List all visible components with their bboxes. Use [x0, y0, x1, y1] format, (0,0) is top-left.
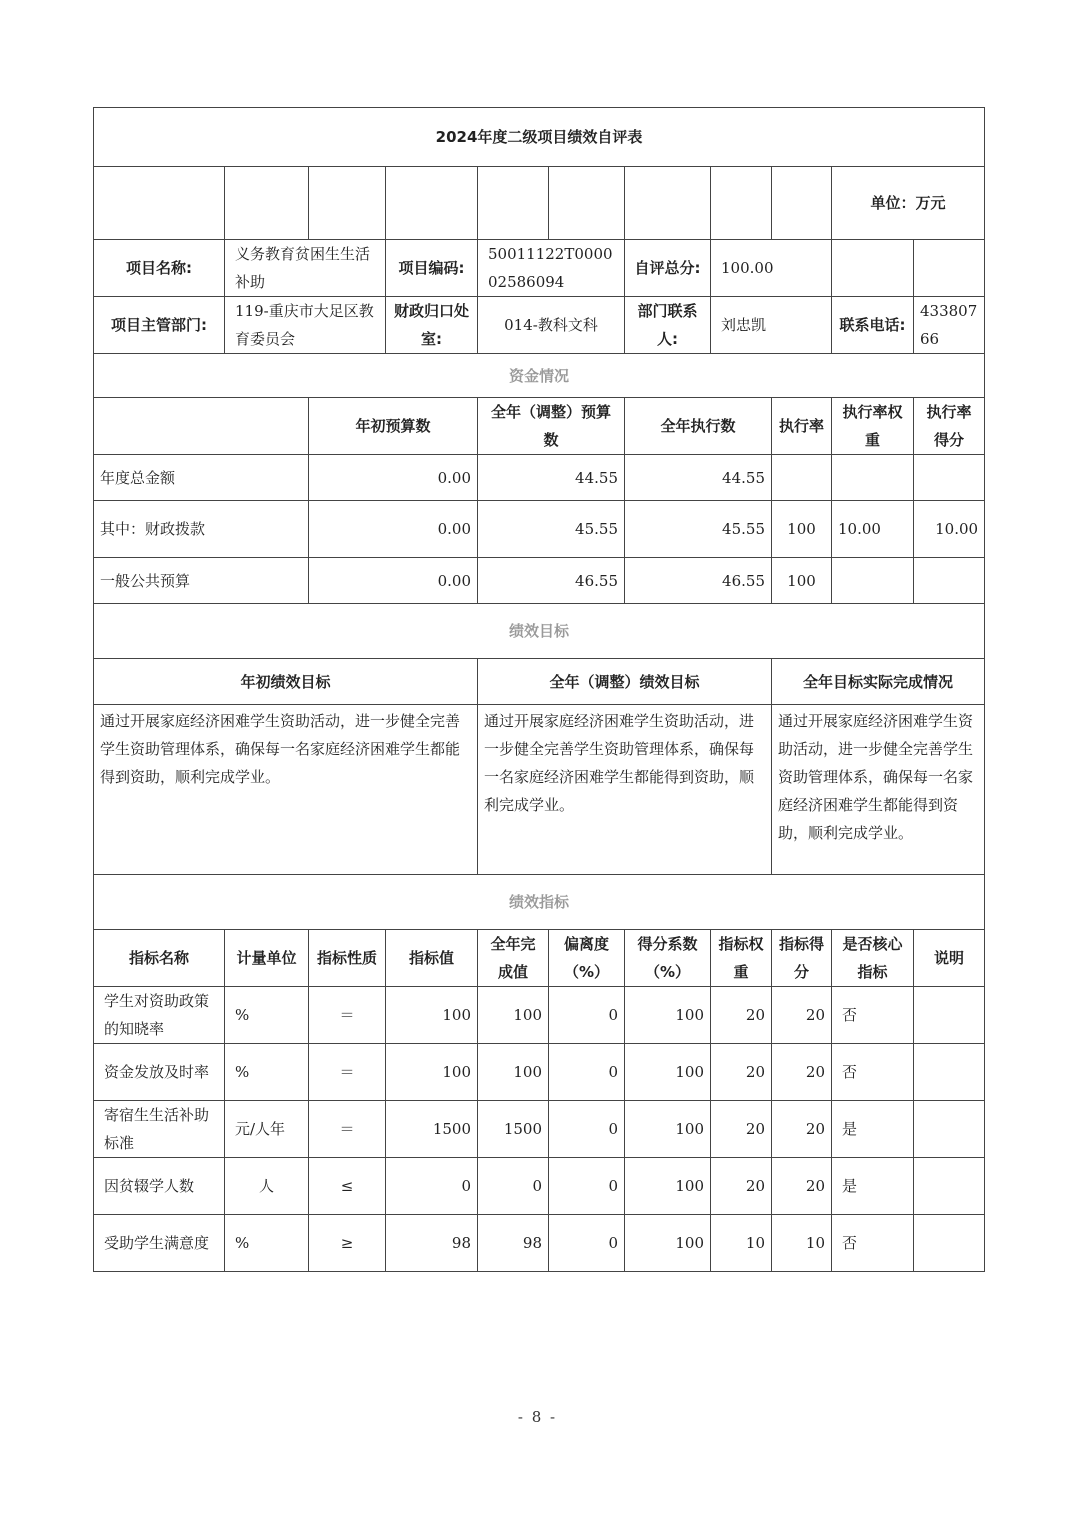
funds-header: 执行率得分: [914, 398, 985, 455]
indicator-weight: 20: [711, 987, 772, 1044]
funds-row: [94, 455, 985, 501]
goal-adjusted-text: 通过开展家庭经济困难学生资助活动，进一步健全完善学生资助管理体系，确保每一名家庭经济困难学生都能得到资助，顺利完成学业。: [478, 705, 772, 875]
funds-header: 全年（调整）预算数: [478, 398, 625, 455]
funds-rate: 100: [772, 501, 832, 558]
goals-header-actual: 全年目标实际完成情况: [772, 659, 985, 705]
indicator-note: [914, 987, 985, 1044]
indicator-deviation: 0: [549, 987, 625, 1044]
indicator-nature: ＝: [309, 987, 386, 1044]
page-number: - 8 -: [517, 1408, 558, 1426]
indicator-deviation: 0: [549, 1044, 625, 1101]
indicator-weight: 10: [711, 1215, 772, 1272]
indicator-nature: ≤: [309, 1158, 386, 1215]
score-value: 100.00: [711, 240, 832, 297]
indicator-score: 20: [772, 1101, 832, 1158]
indicator-header: 指标值: [386, 930, 478, 987]
funds-header: 执行率: [772, 398, 832, 455]
indicator-core: 否: [832, 1215, 914, 1272]
funds-weight: [832, 558, 914, 604]
funds-adjusted: 46.55: [478, 558, 625, 604]
funds-section-title: 资金情况: [94, 354, 985, 398]
table-row: [94, 1044, 985, 1101]
indicator-header: 指标性质: [309, 930, 386, 987]
table-row: [94, 987, 985, 1044]
funds-executed: 44.55: [625, 455, 772, 501]
funds-weight: [832, 455, 914, 501]
funds-header: 全年执行数: [625, 398, 772, 455]
indicator-core: 否: [832, 1044, 914, 1101]
phone-value: 43380766: [914, 297, 985, 354]
indicator-coef: 100: [625, 1215, 711, 1272]
indicator-actual: 0: [478, 1158, 549, 1215]
project-code-label: 项目编码:: [386, 240, 478, 297]
indicators-header-row: [94, 930, 985, 987]
indicator-core: 是: [832, 1158, 914, 1215]
indicator-core: 否: [832, 987, 914, 1044]
project-code-value: 50011122T000002586094: [478, 240, 625, 297]
finance-label: 财政归口处室:: [386, 297, 478, 354]
indicator-deviation: 0: [549, 1215, 625, 1272]
indicator-target: 100: [386, 1044, 478, 1101]
indicator-unit: 人: [225, 1158, 309, 1215]
indicator-coef: 100: [625, 1101, 711, 1158]
indicator-score: 10: [772, 1215, 832, 1272]
contact-label: 部门联系人:: [625, 297, 711, 354]
table-title: 2024年度二级项目绩效自评表: [94, 108, 985, 167]
indicator-nature: ≥: [309, 1215, 386, 1272]
funds-executed: 46.55: [625, 558, 772, 604]
funds-row-name: 其中：财政拨款: [94, 501, 309, 558]
goal-initial-text: 通过开展家庭经济困难学生资助活动，进一步健全完善学生资助管理体系，确保每一名家庭经济困难学生都能得到资助，顺利完成学业。: [94, 705, 478, 875]
funds-row-name: 一般公共预算: [94, 558, 309, 604]
indicator-header: 是否核心指标: [832, 930, 914, 987]
indicator-score: 20: [772, 987, 832, 1044]
funds-executed: 45.55: [625, 501, 772, 558]
indicator-weight: 20: [711, 1158, 772, 1215]
indicator-header: 指标名称: [94, 930, 225, 987]
funds-initial: 0.00: [309, 558, 478, 604]
indicator-deviation: 0: [549, 1101, 625, 1158]
indicator-header: 计量单位: [225, 930, 309, 987]
funds-adjusted: 45.55: [478, 501, 625, 558]
funds-header: 执行率权重: [832, 398, 914, 455]
project-name-label: 项目名称:: [94, 240, 225, 297]
score-label: 自评总分:: [625, 240, 711, 297]
indicator-actual: 1500: [478, 1101, 549, 1158]
funds-initial: 0.00: [309, 501, 478, 558]
funds-score: [914, 455, 985, 501]
indicator-name: 受助学生满意度: [94, 1215, 225, 1272]
funds-rate: 100: [772, 558, 832, 604]
table-row: [94, 1101, 985, 1158]
indicator-target: 0: [386, 1158, 478, 1215]
unit-label: 单位：万元: [832, 167, 985, 240]
indicator-header: 全年完成值: [478, 930, 549, 987]
indicator-unit: 元/人年: [225, 1101, 309, 1158]
indicator-actual: 100: [478, 987, 549, 1044]
indicator-target: 1500: [386, 1101, 478, 1158]
indicator-target: 98: [386, 1215, 478, 1272]
indicator-name: 学生对资助政策的知晓率: [94, 987, 225, 1044]
phone-label: 联系电话:: [832, 297, 914, 354]
contact-value: 刘忠凯: [711, 297, 832, 354]
funds-row-name: 年度总金额: [94, 455, 309, 501]
indicator-header: 指标得分: [772, 930, 832, 987]
goals-header-adjusted: 全年（调整）绩效目标: [478, 659, 772, 705]
indicator-header: 指标权重: [711, 930, 772, 987]
funds-initial: 0.00: [309, 455, 478, 501]
indicator-name: 资金发放及时率: [94, 1044, 225, 1101]
performance-table: [93, 107, 985, 1272]
funds-weight: 10.00: [832, 501, 914, 558]
indicator-nature: ＝: [309, 1101, 386, 1158]
table-row: [94, 1158, 985, 1215]
indicator-name: 寄宿生生活补助标准: [94, 1101, 225, 1158]
indicator-target: 100: [386, 987, 478, 1044]
indicator-nature: ＝: [309, 1044, 386, 1101]
funds-header: 年初预算数: [309, 398, 478, 455]
indicator-header: 说明: [914, 930, 985, 987]
indicator-coef: 100: [625, 1158, 711, 1215]
indicator-coef: 100: [625, 987, 711, 1044]
indicator-name: 因贫辍学人数: [94, 1158, 225, 1215]
indicator-actual: 100: [478, 1044, 549, 1101]
indicator-score: 20: [772, 1044, 832, 1101]
indicator-note: [914, 1158, 985, 1215]
indicator-note: [914, 1101, 985, 1158]
indicator-unit: %: [225, 987, 309, 1044]
indicator-core: 是: [832, 1101, 914, 1158]
indicator-weight: 20: [711, 1044, 772, 1101]
finance-value: 014-教科文科: [478, 297, 625, 354]
funds-score: 10.00: [914, 501, 985, 558]
dept-value: 119-重庆市大足区教育委员会: [225, 297, 386, 354]
funds-score: [914, 558, 985, 604]
indicator-weight: 20: [711, 1101, 772, 1158]
project-name-value: 义务教育贫困生生活补助: [225, 240, 386, 297]
indicator-actual: 98: [478, 1215, 549, 1272]
indicator-header: 得分系数（%）: [625, 930, 711, 987]
dept-label: 项目主管部门:: [94, 297, 225, 354]
indicator-unit: %: [225, 1215, 309, 1272]
indicator-note: [914, 1215, 985, 1272]
funds-adjusted: 44.55: [478, 455, 625, 501]
table-row: [94, 1215, 985, 1272]
indicator-coef: 100: [625, 1044, 711, 1101]
indicators-section-title: 绩效指标: [94, 875, 985, 930]
funds-row: [94, 558, 985, 604]
indicator-score: 20: [772, 1158, 832, 1215]
goal-actual-text: 通过开展家庭经济困难学生资助活动，进一步健全完善学生资助管理体系，确保每一名家庭经济困难学生都能得到资助，顺利完成学业。: [772, 705, 985, 875]
goals-header-initial: 年初绩效目标: [94, 659, 478, 705]
goals-section-title: 绩效目标: [94, 604, 985, 659]
indicator-deviation: 0: [549, 1158, 625, 1215]
funds-rate: [772, 455, 832, 501]
indicator-header: 偏离度（%）: [549, 930, 625, 987]
funds-row: [94, 501, 985, 558]
indicator-note: [914, 1044, 985, 1101]
indicator-unit: %: [225, 1044, 309, 1101]
